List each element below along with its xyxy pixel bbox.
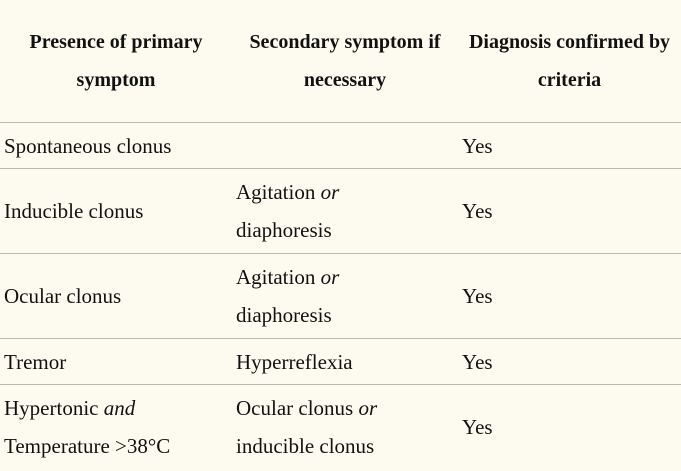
secondary-symptom-cell xyxy=(232,123,458,169)
confirmed-cell: Yes xyxy=(462,415,493,439)
primary-symptom-cell: Spontaneous clonus xyxy=(0,123,232,169)
secondary-connector: or xyxy=(320,180,340,204)
primary-symptom-cell: Ocular clonus xyxy=(0,254,232,339)
primary-symptom-a: Hypertonic xyxy=(4,396,99,420)
table-row xyxy=(0,339,681,385)
confirmed-cell: Yes xyxy=(458,169,681,254)
secondary-symptom-a: Agitation xyxy=(236,180,316,204)
header-primary-symptom: Presence of primary symptom xyxy=(0,0,232,123)
secondary-symptom-b: diaphoresis xyxy=(236,218,332,242)
primary-symptom-cell: Inducible clonus xyxy=(0,169,232,254)
confirmed-cell: Yes xyxy=(458,254,681,339)
secondary-symptom-b: diaphoresis xyxy=(236,303,332,327)
table-row xyxy=(0,169,681,254)
secondary-symptom-cell xyxy=(232,385,458,470)
header-secondary-symptom: Secondary symptom if necessary xyxy=(232,0,458,123)
secondary-symptom-b: inducible clonus xyxy=(236,434,375,458)
secondary-symptom-cell xyxy=(232,254,458,339)
secondary-connector: or xyxy=(320,265,340,289)
table-body xyxy=(0,123,681,470)
primary-symptom-cell: Tremor xyxy=(0,339,232,385)
primary-connector: and xyxy=(103,396,136,420)
header-diagnosis-confirmed: Diagnosis confirmed by criteria xyxy=(458,0,681,123)
confirmed-cell: Yes xyxy=(458,339,681,385)
header-row xyxy=(0,0,681,123)
table-row xyxy=(0,254,681,339)
confirmed-cell: Yes xyxy=(458,123,681,169)
primary-symptom-b: Temperature >38°C xyxy=(4,434,171,458)
secondary-symptom-a: Ocular clonus xyxy=(236,396,354,420)
secondary-symptom-cell: Hyperreflexia xyxy=(232,339,458,385)
table-header xyxy=(0,0,681,123)
table-row xyxy=(0,123,681,169)
primary-symptom-cell xyxy=(0,385,232,470)
secondary-connector: or xyxy=(358,396,378,420)
secondary-symptom-cell xyxy=(232,169,458,254)
secondary-symptom-a: Agitation xyxy=(236,265,316,289)
table-row xyxy=(0,385,681,470)
